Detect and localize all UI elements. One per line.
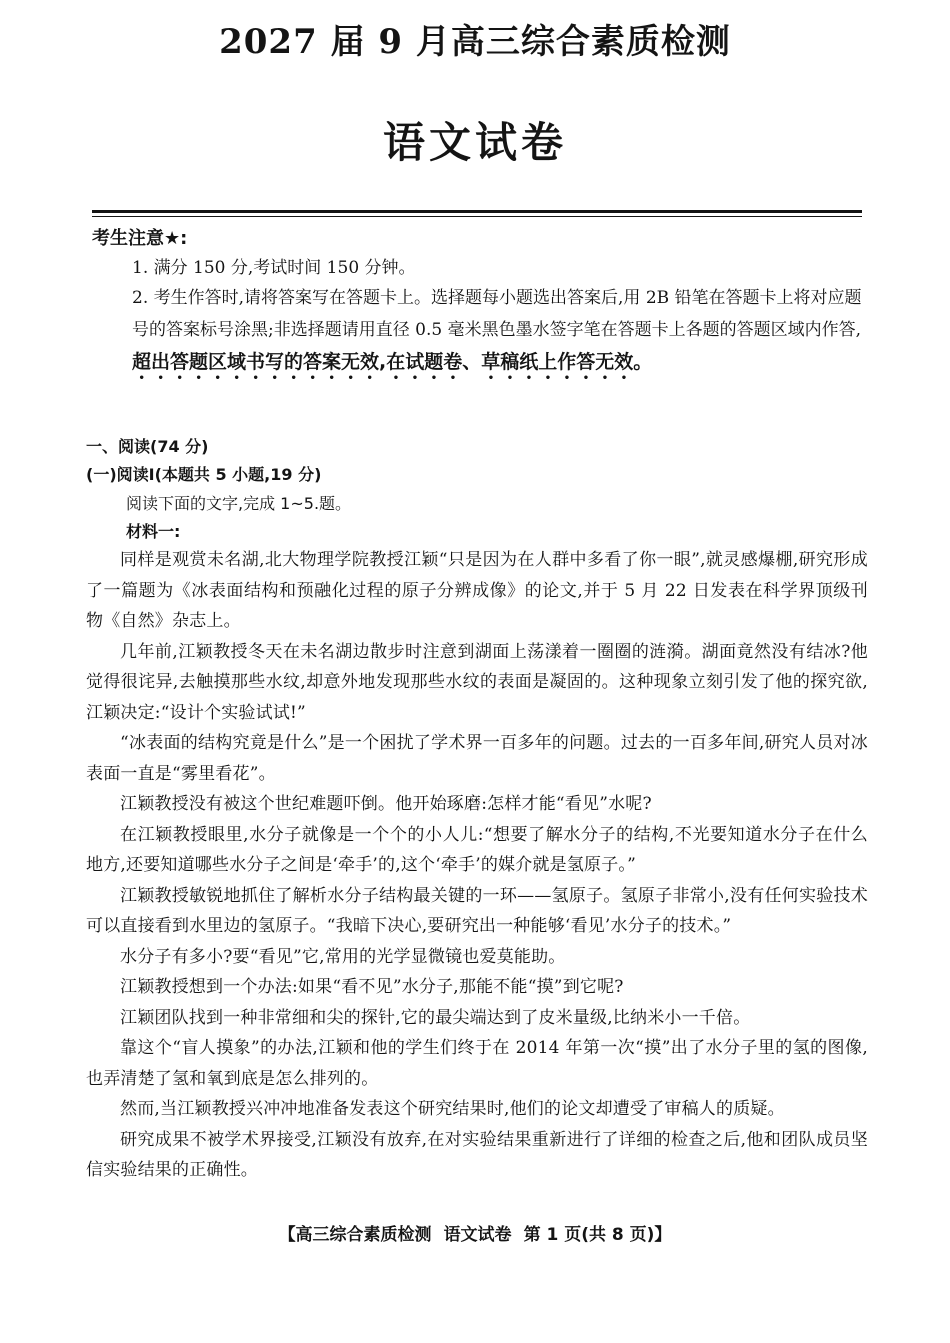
exam-title: 2027 届 9 月高三综合素质检测 (219, 22, 731, 62)
passage-paragraph: 江颖教授敏锐地抓住了解析水分子结构最关键的一环——氢原子。氢原子非常小,没有任何实验技术可以直接看到水里边的氢原子。“我暗下决心,要研究出一种能够‘看见’水分子的技术。” (86, 885, 868, 936)
reading-passage (86, 545, 868, 1186)
notice-item-1: 1. 满分 150 分,考试时间 150 分钟。 (132, 258, 416, 278)
passage-paragraph: “冰表面的结构究竟是什么”是一个困扰了学术界一百多年的问题。过去的一百多年间,研究人员对冰表面一直是“雾里看花”。 (86, 733, 868, 784)
passage-paragraph: 然而,当江颖教授兴冲冲地准备发表这个研究结果时,他们的论文却遭受了审稿人的质疑。 (120, 1099, 785, 1119)
passage-paragraph: 同样是观赏未名湖,北大物理学院教授江颖“只是因为在人群中多看了你一眼”,就灵感爆棚,研究形成了一篇题为《冰表面结构和预融化过程的原子分辨成像》的论文,并于 5 月 22 日发表在科学界顶级刊物《自然》杂志上。 (86, 550, 868, 631)
passage-paragraph: 靠这个“盲人摸象”的办法,江颖和他的学生们终于在 2014 年第一次“摸”出了水分子里的氢的图像,也弄清楚了氢和氧到底是怎么排列的。 (86, 1038, 868, 1089)
page-footer (0, 1222, 950, 1248)
header-divider-thin (92, 216, 862, 217)
notice-heading: 考生注意★: (92, 228, 188, 249)
reading-instruction: 阅读下面的文字,完成 1~5.题。 (126, 494, 352, 513)
notice-item-2 (132, 282, 867, 384)
header-divider-thick (92, 210, 862, 213)
footer-page-info: 第 1 页(共 8 页)】 (523, 1225, 672, 1245)
passage-paragraph: 江颖团队找到一种非常细和尖的探针,它的最尖端达到了皮米量级,比纳米小一千倍。 (120, 1007, 751, 1028)
passage-paragraph: 在江颖教授眼里,水分子就像是一个个的小人儿:“想要了解水分子的结构,不光要知道水分子在什么地方,还要知道哪些水分子之间是‘牵手’的,这个‘牵手’的媒介就是氢原子。” (86, 824, 868, 875)
passage-paragraph: 江颖教授想到一个办法:如果“看不见”水分子,那能不能“摸”到它呢? (120, 977, 624, 997)
section-heading: 一、阅读(74 分) (86, 437, 209, 456)
passage-paragraph: 水分子有多小?要“看见”它,常用的光学显微镜也爱莫能助。 (120, 946, 566, 967)
notice-item-2-text: 2. 考生作答时,请将答案写在答题卡上。选择题每小题选出答案后,用 2B 铅笔在答题卡上将对应题号的答案标号涂黑;非选择题请用直径 0.5 毫米黑色墨水签字笔在答题卡上各题的答题区域内作答, (132, 288, 862, 340)
subject-title: 语文试卷 (382, 118, 567, 167)
footer-subject: 语文试卷 (443, 1225, 512, 1245)
material-label: 材料一: (126, 522, 181, 541)
passage-paragraph: 几年前,江颖教授冬天在未名湖边散步时注意到湖面上荡漾着一圈圈的涟漪。湖面竟然没有结冰?他觉得很诧异,去触摸那些水纹,却意外地发现那些水纹的表面是凝固的。这种现象立刻引发了他的探究欲,江颖决定:“设计个实验试试!” (86, 641, 868, 723)
passage-paragraph: 研究成果不被学术界接受,江颖没有放弃,在对实验结果重新进行了详细的检查之后,他和团队成员坚信实验结果的正确性。 (86, 1129, 868, 1180)
notice-item-2-emphasis: 超出答题区域书写的答案无效,在试题卷、草稿纸上作答无效。 (132, 351, 653, 373)
passage-paragraph: 江颖教授没有被这个世纪难题吓倒。他开始琢磨:怎样才能“看见”水呢? (120, 794, 652, 814)
part-heading: (一)阅读Ⅰ(本题共 5 小题,19 分) (86, 465, 322, 484)
footer-exam-name: 【高三综合素质检测 (278, 1225, 432, 1245)
